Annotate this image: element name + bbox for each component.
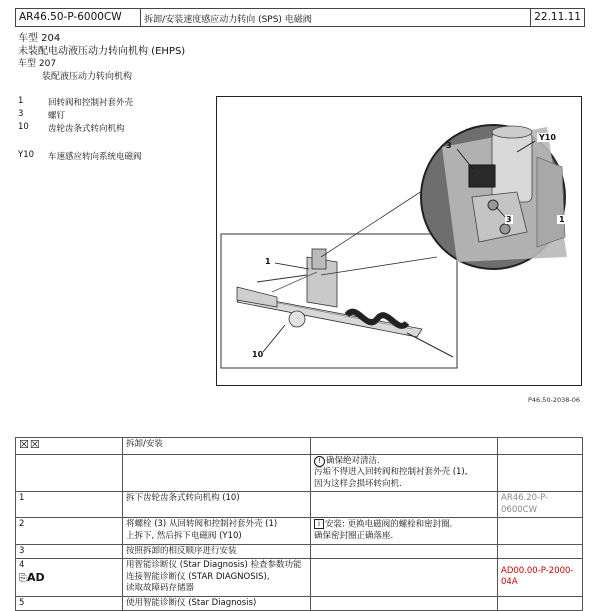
legend-text: 回转阀和控制衬套外壳: [48, 98, 134, 108]
callout-y10: Y10: [539, 133, 556, 142]
warning-icon: !: [314, 456, 325, 467]
document-code: AR46.50-P-6000CW: [16, 9, 141, 26]
step-text: 按照拆卸的相反顺序进行安装: [123, 544, 311, 559]
step-text: 使用智能诊断仪 (Star Diagnosis): [123, 596, 311, 611]
step-number: 3: [16, 544, 123, 559]
table-row: [16, 596, 583, 611]
legend-num: 1: [18, 96, 24, 106]
legend-num: 10: [18, 122, 29, 132]
step-number: 5: [16, 596, 123, 611]
detail-magnified-view: [421, 125, 567, 269]
document-date: 22.11.11: [534, 11, 581, 23]
table-row: [16, 559, 583, 597]
document-title: 拆卸/安装速度感应动力转向 (SPS) 电磁阀: [141, 9, 531, 26]
step-number: 1: [16, 492, 123, 518]
note-row: [16, 454, 583, 492]
step-text: 用智能诊断仪 (Star Diagnosis) 检查参数功能 连接智能诊断仪 (STAR DIAGNOSIS), 读取故障码存储器: [123, 559, 311, 597]
document-header: [15, 8, 585, 27]
ad-label: AD: [27, 570, 45, 584]
table-row: [16, 544, 583, 559]
diagnosis-plug-icon: ⎘: [19, 572, 27, 584]
model-note-ehps: 未装配电动液压动力转向机构 (EHPS): [18, 46, 186, 57]
header-icons: [16, 438, 123, 455]
figure-caption: P46.50-2038-06: [527, 396, 580, 404]
note-cell: [311, 454, 498, 492]
legend-text: 齿轮齿条式转向机构: [48, 124, 125, 134]
model-note-hydraulic: 装配液压动力转向机构: [42, 72, 133, 82]
model-line-207: 车型 207: [18, 59, 57, 69]
callout-3-lower: 3: [506, 215, 512, 224]
procedure-table: [15, 437, 583, 611]
step-cell: [16, 559, 123, 597]
note-line: 污垢不得进入回转阀和控制衬套外壳 (1),: [314, 467, 468, 477]
table-header-row: [16, 438, 583, 455]
step-reference-link[interactable]: AD00.00-P-2000-04A: [498, 559, 583, 597]
legend-num: Y10: [18, 150, 35, 160]
legend-item: [18, 96, 133, 108]
table-row: [16, 492, 583, 518]
header-label: 拆卸/安装: [123, 438, 311, 455]
steering-gear-illustration: [217, 97, 583, 387]
table-row: [16, 518, 583, 545]
info-icon: i: [314, 519, 324, 529]
legend-text: 车速感应转向系统电磁阀: [48, 152, 142, 162]
callout-10: 10: [252, 350, 264, 359]
checkbox-icons: ☒☒: [19, 438, 41, 451]
model-line-204: 车型 204: [18, 33, 61, 44]
step-reference-link[interactable]: AR46.20-P-0600CW: [498, 492, 583, 518]
step-text: 将螺栓 (3) 从回转阀和控制衬套外壳 (1) 上拆下, 然后拆下电磁阀 (Y10): [123, 518, 311, 545]
legend-text: 螺钉: [48, 111, 66, 121]
illustration-figure: [216, 96, 582, 386]
step-text: 拆下齿轮齿条式转向机构 (10): [123, 492, 311, 518]
note-line: 因为这样会损坏转向机.: [314, 478, 402, 489]
callout-1-detail: 1: [559, 215, 565, 224]
step-note: i 安装: 更换电磁阀的螺栓和密封圈. 确保密封圈正确落座.: [311, 518, 498, 545]
step-number: 2: [16, 518, 123, 545]
note-line: 确保绝对清洁.: [326, 455, 380, 466]
legend-num: 3: [18, 109, 24, 119]
legend-item: [18, 109, 65, 121]
legend-item: [18, 122, 125, 134]
step-number: 4: [19, 560, 25, 570]
callout-1: 1: [265, 257, 271, 266]
callout-3-upper: 3: [446, 141, 452, 150]
legend-item: [18, 150, 142, 162]
